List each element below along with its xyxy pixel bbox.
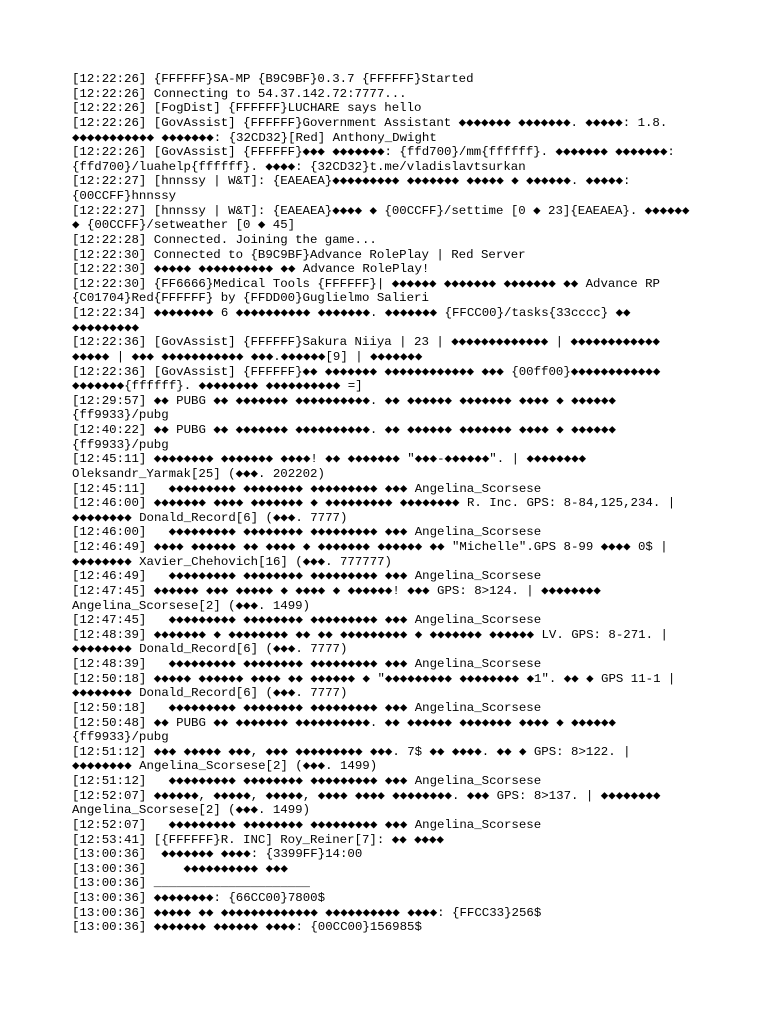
log-line: [12:22:30] ◆◆◆◆◆ ◆◆◆◆◆◆◆◆◆◆ ◆◆ Advance RolePlay! (72, 262, 430, 277)
log-line: [12:45:11] ◆◆◆◆◆◆◆◆ ◆◆◆◆◆◆◆ ◆◆◆◆! ◆◆ ◆◆◆◆◆◆◆ "◆◆◆-◆◆◆◆◆◆". | ◆◆◆◆◆◆◆◆ Oleksandr_Yarmak[25] (◆◆◆. 202202) (72, 452, 587, 481)
log-line: [12:22:30] Connected to {B9C9BF}Advance RolePlay | Red Server (72, 247, 526, 262)
log-line: [12:46:49] ◆◆◆◆ ◆◆◆◆◆◆ ◆◆ ◆◆◆◆ ◆ ◆◆◆◆◆◆◆ ◆◆◆◆◆◆ ◆◆ "Michelle".GPS 8-99 ◆◆◆◆ 0$ | ◆◆◆◆◆◆◆◆ Xavier_Chehovich[16] (◆◆◆. 777777) (72, 540, 668, 569)
log-line: [12:52:07] ◆◆◆◆◆◆, ◆◆◆◆◆, ◆◆◆◆◆, ◆◆◆◆ ◆◆◆◆ ◆◆◆◆◆◆◆◆. ◆◆◆ GPS: 8>137. | ◆◆◆◆◆◆◆◆ Angelina_Scorsese[2] (◆◆◆. 1499) (72, 788, 661, 818)
log-line: [12:22:34] ◆◆◆◆◆◆◆◆ 6 ◆◆◆◆◆◆◆◆◆◆ ◆◆◆◆◆◆◆. ◆◆◆◆◆◆◆ {FFCC00}/tasks{33cccc} ◆◆ ◆◆◆◆◆◆◆◆◆ (72, 306, 631, 335)
log-line: [12:50:18] ◆◆◆◆◆ ◆◆◆◆◆◆ ◆◆◆◆ ◆◆ ◆◆◆◆◆◆ ◆ "◆◆◆◆◆◆◆◆◆ ◆◆◆◆◆◆◆◆ ◆1". ◆◆ ◆ GPS 11-1 | ◆◆◆◆◆◆◆◆ Donald_Record[6] (◆◆◆. 7777) (72, 671, 676, 701)
log-line: [12:22:26] Connecting to 54.37.142.72:7777... (72, 86, 407, 101)
log-line: [12:47:45] ◆◆◆◆◆◆ ◆◆◆ ◆◆◆◆◆ ◆ ◆◆◆◆ ◆ ◆◆◆◆◆◆! ◆◆◆ GPS: 8>124. | ◆◆◆◆◆◆◆◆ Angelina_Scorsese[2] (◆◆◆. 1499) (72, 583, 601, 613)
log-line: [12:50:18] ◆◆◆◆◆◆◆◆◆ ◆◆◆◆◆◆◆◆ ◆◆◆◆◆◆◆◆◆ ◆◆◆ Angelina_Scorsese (72, 700, 542, 715)
log-line: [12:22:28] Connected. Joining the game... (72, 232, 377, 247)
log-line: [12:46:00] ◆◆◆◆◆◆◆ ◆◆◆◆ ◆◆◆◆◆◆◆ ◆ ◆◆◆◆◆◆◆◆◆ ◆◆◆◆◆◆◆◆ R. Inc. GPS: 8-84,125,234. | ◆◆◆◆◆◆◆◆ Donald_Record[6] (◆◆◆. 7777) (72, 496, 676, 525)
log-line: [12:46:49] ◆◆◆◆◆◆◆◆◆ ◆◆◆◆◆◆◆◆ ◆◆◆◆◆◆◆◆◆ ◆◆◆ Angelina_Scorsese (72, 569, 542, 584)
log-line: [12:47:45] ◆◆◆◆◆◆◆◆◆ ◆◆◆◆◆◆◆◆ ◆◆◆◆◆◆◆◆◆ ◆◆◆ Angelina_Scorsese (72, 613, 542, 628)
log-line: [12:22:26] [GovAssist] {FFFFFF}◆◆◆ ◆◆◆◆◆◆◆: {ffd700}/mm{ffffff}. ◆◆◆◆◆◆◆ ◆◆◆◆◆◆◆: {ffd700}/luahelp{ffffff}. ◆◆◆◆: {32CD32}t.me/vladislavtsurkan (72, 145, 675, 174)
log-line: [12:22:27] [hnnssy | W&T]: {EAEAEA}◆◆◆◆◆◆◆◆◆ ◆◆◆◆◆◆◆ ◆◆◆◆◆ ◆ ◆◆◆◆◆◆. ◆◆◆◆◆: {00CCFF}hnnssy (72, 174, 631, 203)
log-line: [12:22:27] [hnnssy | W&T]: {EAEAEA}◆◆◆◆ ◆ {00CCFF}/settime [0 ◆ 23]{EAEAEA}. ◆◆◆◆◆◆ ◆ {00CCFF}/setweather [0 ◆ 45] (72, 203, 690, 233)
log-line: [12:22:30] {FF6666}Medical Tools {FFFFFF}| ◆◆◆◆◆◆ ◆◆◆◆◆◆◆ ◆◆◆◆◆◆◆ ◆◆ Advance RP {C01704}Red{FFFFFF} by {FFDD00}Guglielmo Salieri (72, 276, 660, 306)
log-line: [13:00:36] ◆◆◆◆◆ ◆◆ ◆◆◆◆◆◆◆◆◆◆◆◆◆ ◆◆◆◆◆◆◆◆◆◆ ◆◆◆◆: {FFCC33}256$ (72, 905, 542, 920)
log-line: [12:22:26] [GovAssist] {FFFFFF}Government Assistant ◆◆◆◆◆◆◆ ◆◆◆◆◆◆◆. ◆◆◆◆◆: 1.8. ◆◆◆◆◆◆◆◆◆◆◆ ◆◆◆◆◆◆◆: {32CD32}[Red] Anthony_Dwight (72, 115, 668, 145)
log-line: [12:52:07] ◆◆◆◆◆◆◆◆◆ ◆◆◆◆◆◆◆◆ ◆◆◆◆◆◆◆◆◆ ◆◆◆ Angelina_Scorsese (72, 817, 542, 832)
log-line: [12:48:39] ◆◆◆◆◆◆◆◆◆ ◆◆◆◆◆◆◆◆ ◆◆◆◆◆◆◆◆◆ ◆◆◆ Angelina_Scorsese (72, 657, 542, 671)
log-line: [12:45:11] ◆◆◆◆◆◆◆◆◆ ◆◆◆◆◆◆◆◆ ◆◆◆◆◆◆◆◆◆ ◆◆◆ Angelina_Scorsese (72, 481, 542, 496)
log-line: [12:22:26] [FogDist] {FFFFFF}LUCHARE says hello (72, 101, 422, 116)
log-line: [12:48:39] ◆◆◆◆◆◆◆ ◆ ◆◆◆◆◆◆◆◆ ◆◆ ◆◆ ◆◆◆◆◆◆◆◆◆ ◆ ◆◆◆◆◆◆◆ ◆◆◆◆◆◆ LV. GPS: 8-271. | ◆◆◆◆◆◆◆◆ Donald_Record[6] (◆◆◆. 7777) (72, 627, 668, 657)
log-line: [12:22:36] [GovAssist] {FFFFFF}Sakura Niiya | 23 | ◆◆◆◆◆◆◆◆◆◆◆◆◆ | ◆◆◆◆◆◆◆◆◆◆◆◆ ◆◆◆◆◆ | ◆◆◆ ◆◆◆◆◆◆◆◆◆◆◆ ◆◆◆.◆◆◆◆◆◆[9] | ◆◆◆◆◆◆◆ (72, 335, 661, 364)
log-line: [12:51:12] ◆◆◆ ◆◆◆◆◆ ◆◆◆, ◆◆◆ ◆◆◆◆◆◆◆◆◆ ◆◆◆. 7$ ◆◆ ◆◆◆◆. ◆◆ ◆ GPS: 8>122. | ◆◆◆◆◆◆◆◆ Angelina_Scorsese[2] (◆◆◆. 1499) (72, 744, 631, 774)
log-line: [12:53:41] [{FFFFFF}R. INC] Roy_Reiner[7]: ◆◆ ◆◆◆◆ (72, 832, 444, 847)
log-line: [12:51:12] ◆◆◆◆◆◆◆◆◆ ◆◆◆◆◆◆◆◆ ◆◆◆◆◆◆◆◆◆ ◆◆◆ Angelina_Scorsese (72, 774, 542, 788)
chat-log-document (72, 72, 712, 935)
log-line: [13:00:36] ◆◆◆◆◆◆◆ ◆◆◆◆◆◆ ◆◆◆◆: {00CC00}156985$ (72, 920, 422, 935)
log-line: [13:00:36] ◆◆◆◆◆◆◆◆◆◆ ◆◆◆ (72, 861, 288, 876)
log-line: [12:29:57] ◆◆ PUBG ◆◆ ◆◆◆◆◆◆◆ ◆◆◆◆◆◆◆◆◆◆. ◆◆ ◆◆◆◆◆◆ ◆◆◆◆◆◆◆ ◆◆◆◆ ◆ ◆◆◆◆◆◆ {ff9933}/pubg (72, 393, 616, 423)
log-line: [12:22:26] {FFFFFF}SA-MP {B9C9BF}0.3.7 {FFFFFF}Started (72, 72, 474, 86)
log-line: [13:00:36] ◆◆◆◆◆◆◆◆: {66CC00}7800$ (72, 891, 326, 905)
log-line: [13:00:36] ◆◆◆◆◆◆◆ ◆◆◆◆: {3399FF}14:00 (72, 847, 363, 862)
log-line: [12:40:22] ◆◆ PUBG ◆◆ ◆◆◆◆◆◆◆ ◆◆◆◆◆◆◆◆◆◆. ◆◆ ◆◆◆◆◆◆ ◆◆◆◆◆◆◆ ◆◆◆◆ ◆ ◆◆◆◆◆◆ {ff9933}/pubg (72, 423, 616, 452)
log-line: [12:46:00] ◆◆◆◆◆◆◆◆◆ ◆◆◆◆◆◆◆◆ ◆◆◆◆◆◆◆◆◆ ◆◆◆ Angelina_Scorsese (72, 525, 542, 540)
log-line: [12:22:36] [GovAssist] {FFFFFF}◆◆ ◆◆◆◆◆◆◆ ◆◆◆◆◆◆◆◆◆◆◆◆ ◆◆◆ {00ff00}◆◆◆◆◆◆◆◆◆◆◆◆ ◆◆◆◆◆◆◆{ffffff}. ◆◆◆◆◆◆◆◆ ◆◆◆◆◆◆◆◆◆◆ =] (72, 364, 661, 394)
log-line: [13:00:36] _____________________ (72, 876, 310, 891)
log-line: [12:50:48] ◆◆ PUBG ◆◆ ◆◆◆◆◆◆◆ ◆◆◆◆◆◆◆◆◆◆. ◆◆ ◆◆◆◆◆◆ ◆◆◆◆◆◆◆ ◆◆◆◆ ◆ ◆◆◆◆◆◆ {ff9933}/pubg (72, 715, 616, 745)
